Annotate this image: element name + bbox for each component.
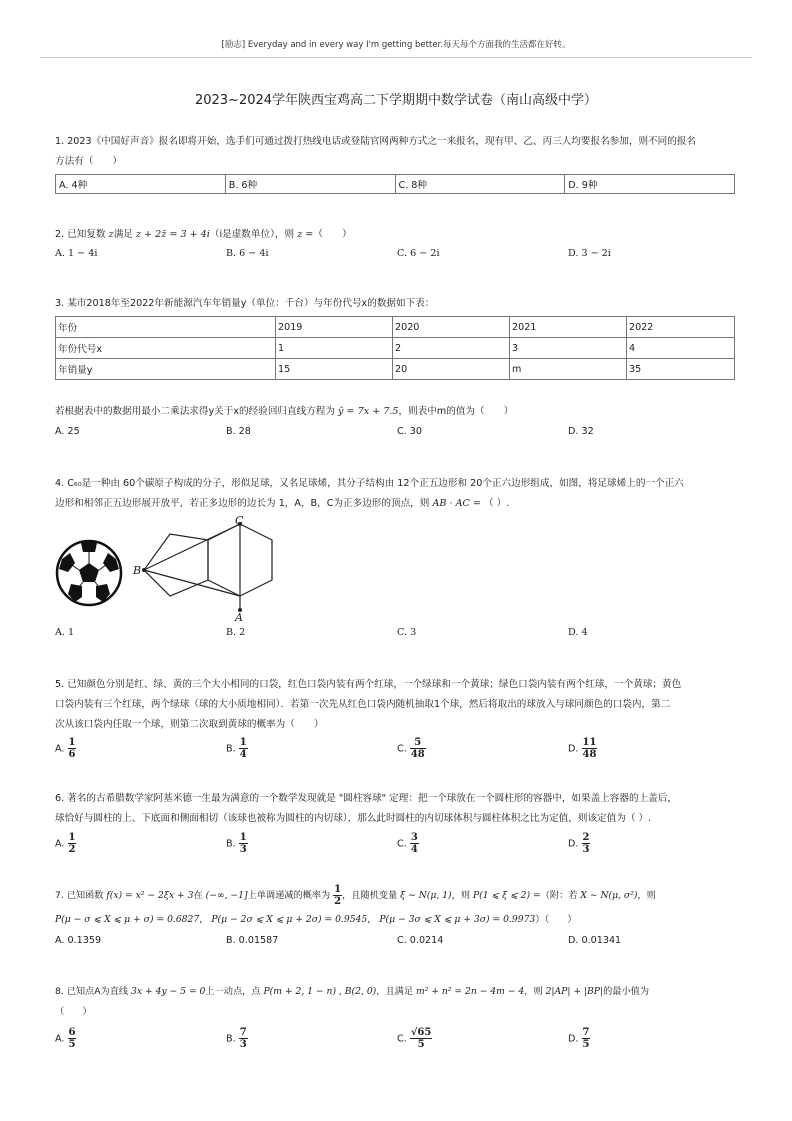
question-4-line-2-post: （ ）. bbox=[483, 498, 510, 509]
option-b[interactable] bbox=[226, 737, 248, 760]
question-2-pre: 2. 已知复数 bbox=[55, 229, 106, 240]
option-label: A. bbox=[55, 838, 65, 850]
distribution: ξ ∼ N(μ, 1) bbox=[400, 890, 452, 901]
question-8-post: 的最小值为 bbox=[603, 986, 650, 997]
prob-1-sigma: P(μ − σ ⩽ X ⩽ μ + σ) = 0.6827 bbox=[55, 914, 200, 925]
question-1-line-1: 1. 2023《中国好声音》报名即将开始，选手们可通过拨打热线电话或登陆官网两种方式之一来报名，现有甲、乙、丙三人均要报名参加，则不同的报名 bbox=[55, 136, 697, 147]
fraction bbox=[410, 1027, 433, 1050]
numerator: 3 bbox=[410, 832, 418, 843]
question-7-mid2: 上单调递减的概率为 bbox=[247, 890, 331, 901]
numerator: 7 bbox=[582, 1027, 590, 1038]
option-d[interactable] bbox=[568, 1027, 590, 1050]
question-8-text bbox=[55, 982, 740, 1022]
question-6-options bbox=[55, 832, 740, 862]
fraction bbox=[410, 832, 419, 855]
option-a[interactable]: A. 1 − 4i bbox=[55, 248, 98, 259]
table-cell: 15 bbox=[276, 359, 393, 380]
table-cell: 年销量y bbox=[56, 359, 276, 380]
question-8-line-2: （ ） bbox=[55, 1006, 92, 1017]
fraction bbox=[239, 1027, 248, 1050]
question-4-text bbox=[55, 474, 740, 514]
question-5-line-3: 次从该口袋内任取一个球，则第二次取到黄球的概率为（ ） bbox=[55, 719, 324, 730]
option-b[interactable]: B. 2 bbox=[226, 627, 246, 638]
label-a: A bbox=[235, 611, 243, 624]
question-3-options bbox=[55, 426, 740, 444]
question-4-line-2-pre: 边形和相邻正五边形展开放平，若正多边形的边长为 1，A，B，C为正多边形的顶点，则 bbox=[55, 498, 430, 509]
option-c[interactable]: C. 3 bbox=[397, 627, 417, 638]
question-2-post: （ ） bbox=[313, 229, 352, 240]
fraction bbox=[410, 737, 426, 760]
table-cell: 2 bbox=[393, 338, 510, 359]
option-c[interactable]: C. 30 bbox=[397, 426, 423, 437]
numerator: 1 bbox=[68, 832, 76, 843]
question-1-text bbox=[55, 132, 740, 172]
question-8-pre: 8. 已知点A为直线 bbox=[55, 986, 129, 997]
table-cell: 2021 bbox=[510, 317, 627, 338]
question-3-text: 3. 某市2018年至2022年新能源汽车年销量y（单位：千台）与年份代号x的数据如下表： bbox=[55, 298, 435, 309]
table-cell: 35 bbox=[627, 359, 735, 380]
option-d[interactable] bbox=[568, 737, 597, 760]
option-label: A. bbox=[55, 1033, 65, 1045]
ask: z = bbox=[297, 229, 314, 240]
prob-2-sigma: P(μ − 2σ ⩽ X ⩽ μ + 2σ) = 0.9545 bbox=[211, 914, 368, 925]
note: （附：若 bbox=[540, 890, 578, 901]
table-cell: 4 bbox=[627, 338, 735, 359]
option-label: B. bbox=[226, 1033, 236, 1045]
question-7-mid: 在 bbox=[193, 890, 203, 901]
fraction bbox=[239, 832, 248, 855]
table-row bbox=[56, 317, 735, 338]
question-2-options bbox=[55, 248, 740, 266]
header-divider bbox=[40, 57, 752, 58]
question-3-after bbox=[55, 402, 740, 422]
option-a[interactable]: A. 4种 bbox=[56, 175, 226, 194]
question-7-text bbox=[55, 884, 740, 932]
table-row bbox=[56, 359, 735, 380]
numerator: 1 bbox=[239, 832, 247, 843]
table-cell: 2020 bbox=[393, 317, 510, 338]
option-label: C. bbox=[397, 743, 407, 755]
numerator: 2 bbox=[582, 832, 590, 843]
option-a[interactable] bbox=[55, 832, 76, 855]
option-c[interactable] bbox=[397, 832, 419, 855]
var-z: z bbox=[108, 229, 114, 240]
question-7-options bbox=[55, 935, 740, 953]
expression: 2|AP| + |BP| bbox=[545, 986, 604, 997]
question-3-after-pre: 若根据表中的数据用最小二乘法求得y关于x的经验回归直线方程为 bbox=[55, 406, 335, 417]
option-c[interactable]: C. 8种 bbox=[395, 175, 565, 194]
denominator: 3 bbox=[239, 844, 247, 855]
equation: z + 2z̄ = 3 + 4i bbox=[135, 229, 210, 240]
denominator: 4 bbox=[239, 749, 247, 760]
soccer-ball-image bbox=[55, 539, 123, 607]
option-a[interactable]: A. 25 bbox=[55, 426, 80, 437]
numerator: 1 bbox=[239, 737, 247, 748]
question-4-line-1: 4. C₆₀是一种由 60个碳原子构成的分子，形似足球，又名足球烯，其分子结构由 12个正五边形和 20个正六边形组成，如图，将足球烯上的一个正六 bbox=[55, 478, 684, 489]
question-2-mid2: （i是虚数单位），则 bbox=[209, 229, 295, 240]
option-c[interactable]: C. 6 − 2i bbox=[397, 248, 440, 259]
prob-3-sigma: P(μ − 3σ ⩽ X ⩽ μ + 3σ) = 0.9973 bbox=[379, 914, 536, 925]
option-d[interactable]: D. 9种 bbox=[565, 175, 735, 194]
note-post: ，则 bbox=[637, 890, 656, 901]
option-b[interactable]: B. 6种 bbox=[225, 175, 395, 194]
question-5-line-2: 口袋内装有三个红球，两个绿球（球的大小质地相同）．若第一次先从红色口袋内随机抽取1个球，然后将取出的球放入与球同颜色的口袋内，第二 bbox=[55, 699, 671, 710]
question-2-mid: 满足 bbox=[113, 229, 133, 240]
table-cell: 1 bbox=[276, 338, 393, 359]
numerator: 6 bbox=[68, 1027, 76, 1038]
question-8-mid: 上一动点，点 bbox=[205, 986, 261, 997]
denominator: 3 bbox=[239, 1039, 247, 1050]
question-5-text bbox=[55, 675, 740, 735]
numerator: 11 bbox=[582, 737, 597, 748]
data-table bbox=[55, 316, 735, 380]
option-label: A. bbox=[55, 743, 65, 755]
question-4-line-2 bbox=[55, 494, 740, 514]
option-label: B. bbox=[226, 838, 236, 850]
denominator: 48 bbox=[582, 749, 597, 760]
option-b[interactable] bbox=[226, 832, 248, 855]
numerator: 7 bbox=[239, 1027, 247, 1038]
option-a[interactable]: A. 0.1359 bbox=[55, 935, 102, 946]
fraction bbox=[582, 737, 598, 760]
numerator: 1 bbox=[334, 884, 342, 895]
table-cell: 20 bbox=[393, 359, 510, 380]
line-equation: 3x + 4y − 5 = 0 bbox=[131, 986, 206, 997]
question-7-mid4: ，则 bbox=[451, 890, 471, 901]
question-2-text bbox=[55, 225, 740, 245]
question-1-options bbox=[55, 174, 735, 194]
table-cell: 2019 bbox=[276, 317, 393, 338]
fraction bbox=[68, 737, 77, 760]
question-5-options bbox=[55, 737, 740, 767]
probability-fraction bbox=[333, 884, 342, 907]
denominator: 4 bbox=[410, 844, 418, 855]
question-7-mid3: ，且随机变量 bbox=[342, 890, 398, 901]
question-8-mid2: ，且满足 bbox=[376, 986, 414, 997]
option-d[interactable]: D. 3 − 2i bbox=[568, 248, 611, 259]
option-d[interactable] bbox=[568, 832, 590, 855]
question-7-pre: 7. 已知函数 bbox=[55, 890, 104, 901]
question-4-options bbox=[55, 627, 740, 645]
fraction bbox=[582, 1027, 591, 1050]
option-b[interactable] bbox=[226, 1027, 248, 1050]
option-a[interactable]: A. 1 bbox=[55, 627, 75, 638]
question-8-line-1 bbox=[55, 982, 740, 1002]
ask: P(1 ⩽ ξ ⩽ 2) = bbox=[472, 890, 541, 901]
option-d[interactable]: D. 0.01341 bbox=[568, 935, 622, 946]
denominator: 5 bbox=[68, 1039, 76, 1050]
question-7-line-2: P(μ − σ ⩽ X ⩽ μ + σ) = 0.6827， P(μ − 2σ ⩽ X ⩽ μ + 2σ) = 0.9545， P(μ − 3σ ⩽ X ⩽ μ + 3σ) = 0.9973）（ ） bbox=[55, 914, 577, 925]
regression-equation: ŷ = 7x + 7.5 bbox=[338, 406, 399, 417]
denominator: 3 bbox=[582, 844, 590, 855]
denominator: 5 bbox=[417, 1039, 425, 1050]
page-title: 2023~2024学年陕西宝鸡高二下学期期中数学试卷（南山高级中学） bbox=[194, 93, 598, 108]
option-a[interactable] bbox=[55, 1027, 76, 1050]
note-distribution: X ∼ N(μ, σ²) bbox=[580, 890, 638, 901]
interval: (−∞, −1] bbox=[205, 890, 248, 901]
option-c[interactable] bbox=[397, 1027, 432, 1050]
question-6-line-1: 6. 著名的古希腊数学家阿基米德一生最为满意的一个数学发现就是 "圆柱容球" 定理：把一个球放在一个圆柱形的容器中，如果盖上容器的上盖后， bbox=[55, 793, 677, 804]
denominator: 2 bbox=[334, 896, 342, 907]
page-header: [励志] Everyday and in every way I'm getting better.每天每个方面我的生活都在好转。 bbox=[221, 40, 571, 50]
question-7-end: ）（ ） bbox=[535, 914, 577, 925]
fraction bbox=[239, 737, 248, 760]
option-d[interactable]: D. 32 bbox=[568, 426, 594, 437]
polygon-diagram bbox=[131, 514, 281, 624]
option-label: C. bbox=[397, 1033, 407, 1045]
question-3-after-post: ，则表中m的值为（ ） bbox=[398, 406, 514, 417]
table-cell: 年份代号x bbox=[56, 338, 276, 359]
option-a[interactable] bbox=[55, 737, 76, 760]
fraction bbox=[68, 1027, 77, 1050]
question-7-line-1 bbox=[55, 884, 740, 908]
question-8-mid3: ，则 bbox=[524, 986, 543, 997]
function: f(x) = x² − 2ξx + 3 bbox=[106, 890, 194, 901]
option-label: C. bbox=[397, 838, 407, 850]
numerator: 5 bbox=[410, 737, 426, 749]
denominator: 6 bbox=[68, 749, 76, 760]
fraction bbox=[68, 832, 77, 855]
option-c[interactable] bbox=[397, 737, 426, 760]
table-cell: 年份 bbox=[56, 317, 276, 338]
question-6-line-2: 球恰好与圆柱的上、下底面和侧面相切（该球也被称为圆柱的内切球），那么此时圆柱的内切球体积与圆柱体积之比为定值，则该定值为（ ）. bbox=[55, 813, 652, 824]
option-label: D. bbox=[568, 1033, 579, 1045]
fraction bbox=[582, 832, 591, 855]
question-6-text bbox=[55, 789, 740, 829]
table-cell: m bbox=[510, 359, 627, 380]
question-1-line-2: 方法有（ ） bbox=[55, 156, 123, 167]
option-b[interactable]: B. 0.01587 bbox=[226, 935, 279, 946]
points: P(m + 2, 1 − n) , B(2, 0) bbox=[263, 986, 377, 997]
option-b[interactable]: B. 28 bbox=[226, 426, 251, 437]
question-5-line-1: 5. 已知颜色分别是红、绿、黄的三个大小相同的口袋，红色口袋内装有两个红球，一个绿球和一个黄球；绿色口袋内装有两个红球，一个黄球；黄色 bbox=[55, 679, 682, 690]
table-cell: 3 bbox=[510, 338, 627, 359]
option-c[interactable]: C. 0.0214 bbox=[397, 935, 444, 946]
condition: m² + n² = 2n − 4m − 4 bbox=[415, 986, 525, 997]
option-d[interactable]: D. 4 bbox=[568, 627, 588, 638]
numerator: √65 bbox=[410, 1027, 432, 1038]
option-label: D. bbox=[568, 743, 579, 755]
table-row bbox=[56, 338, 735, 359]
denominator: 2 bbox=[68, 844, 76, 855]
vector-expression: AB · AC = bbox=[432, 498, 481, 509]
label-c: C bbox=[235, 514, 244, 527]
table-cell: 2022 bbox=[627, 317, 735, 338]
denominator: 5 bbox=[582, 1039, 590, 1050]
option-label: B. bbox=[226, 743, 236, 755]
option-b[interactable]: B. 6 − 4i bbox=[226, 248, 269, 259]
question-8-options bbox=[55, 1027, 740, 1057]
numerator: 1 bbox=[68, 737, 76, 748]
denominator: 48 bbox=[410, 749, 425, 760]
option-label: D. bbox=[568, 838, 579, 850]
label-b: B bbox=[133, 564, 142, 577]
